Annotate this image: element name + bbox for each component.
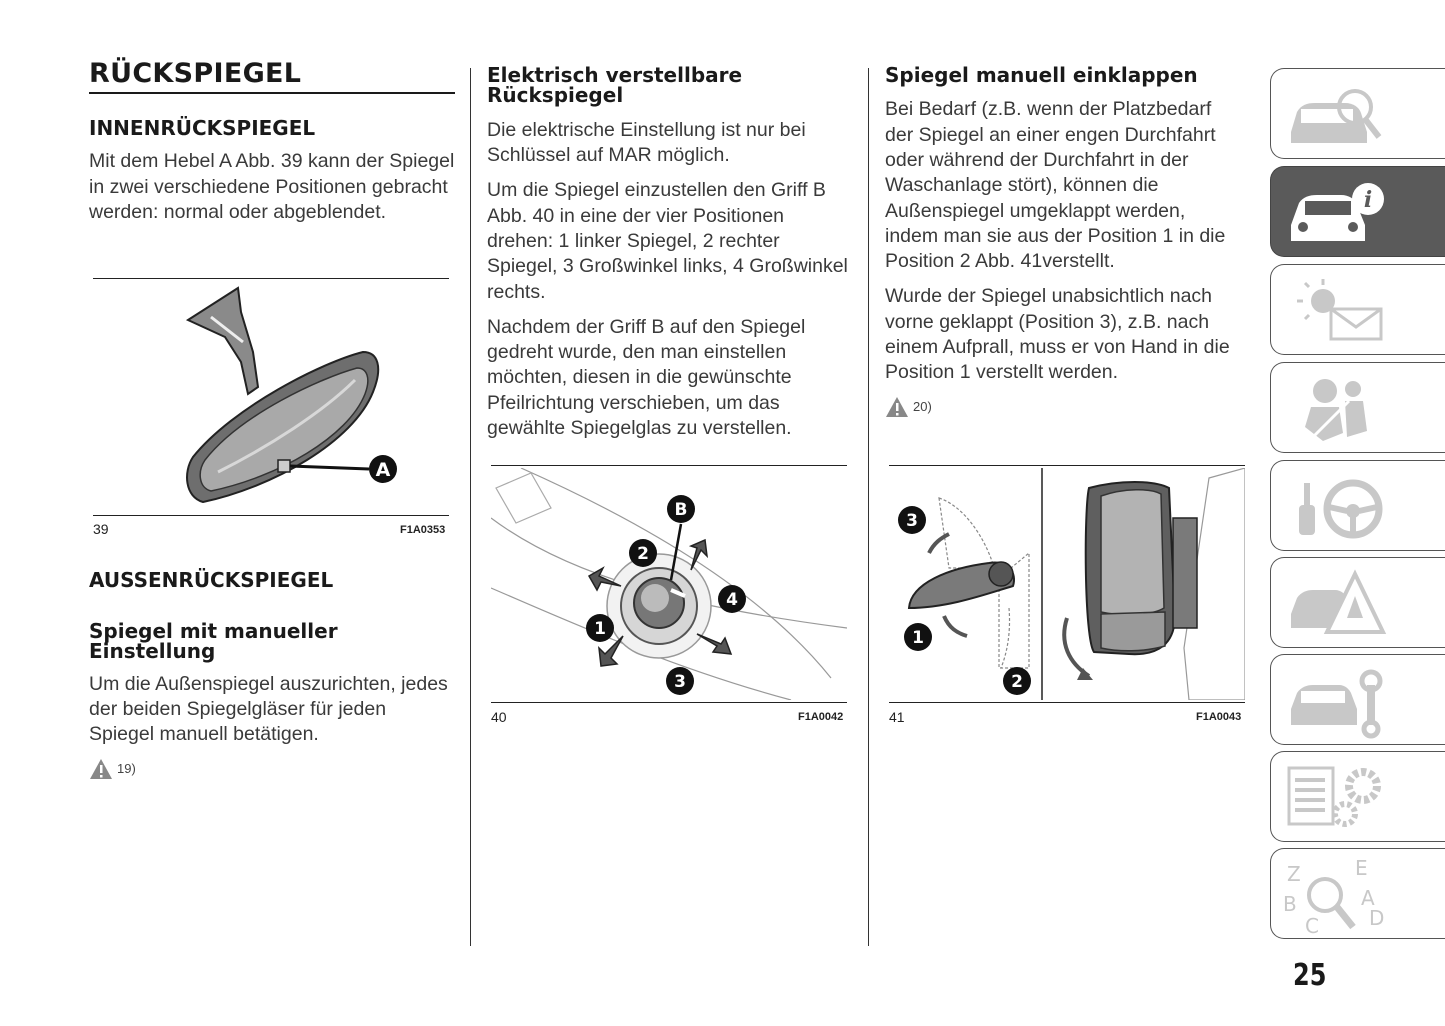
- column-divider-2: [868, 68, 869, 946]
- electric-mirror-para-1: Die elektrische Einstellung ist nur bei Schlüssel auf MAR möglich.: [487, 118, 806, 167]
- index-letter-b: B: [1283, 892, 1297, 916]
- outer-mirror-heading: AUSSENRÜCKSPIEGEL: [89, 568, 334, 592]
- warning-triangle-icon: [89, 758, 113, 780]
- tab-warning-lights[interactable]: [1270, 264, 1445, 355]
- tab-emergency[interactable]: [1270, 557, 1445, 648]
- tab-technical-data[interactable]: [1270, 751, 1445, 842]
- tab-car-dashboard[interactable]: [1270, 68, 1445, 159]
- page-title: RÜCKSPIEGEL: [89, 60, 455, 94]
- column-3: [885, 60, 1243, 418]
- warning-ref-text: 19): [117, 761, 136, 777]
- manual-adjust-heading: Spiegel mit manueller Einstellung: [89, 619, 338, 664]
- figure-40-label-b: B: [674, 500, 688, 520]
- warning-ref-text: 20): [913, 399, 932, 415]
- warning-light-message-icon: [1283, 273, 1393, 349]
- figure-41-code: F1A0043: [1196, 711, 1242, 723]
- tab-index[interactable]: [1270, 848, 1445, 939]
- inner-mirror-heading: INNENRÜCKSPIEGEL: [89, 116, 316, 141]
- figure-40-label-4: 4: [726, 590, 738, 610]
- inner-mirror-text: Mit dem Hebel A Abb. 39 kann der Spiegel in zwei verschiedene Positionen gebracht werden: normal oder abgeblendet.: [89, 150, 455, 223]
- folding-exterior-mirror-illustration: [889, 468, 1245, 700]
- figure-41-bottom-rule: [889, 702, 1245, 703]
- figure-40-code: F1A0042: [798, 711, 844, 723]
- figure-40-number: 40: [491, 709, 507, 725]
- manual-adjust-text: Um die Außenspiegel auszurichten, jedes der beiden Spiegelgläser für jeden Spiegel manuell betätigen.: [89, 672, 448, 746]
- column-1-lower: [89, 570, 455, 780]
- figure-40-label-2: 2: [637, 544, 649, 564]
- warning-triangle-icon: [885, 396, 909, 418]
- figure-41-top-rule: [889, 465, 1245, 466]
- warning-ref-19: [89, 758, 455, 780]
- car-dashboard-search-icon: [1283, 77, 1393, 153]
- car-info-icon: [1283, 175, 1393, 251]
- figure-40-label-1: 1: [594, 619, 606, 639]
- index-letter-e: E: [1355, 857, 1368, 880]
- figure-39-top-rule: [93, 278, 449, 279]
- index-letter-c: C: [1305, 914, 1319, 937]
- svg-text:i: i: [1363, 187, 1373, 213]
- column-divider-1: [470, 68, 471, 946]
- tab-start-drive[interactable]: [1270, 460, 1445, 551]
- fold-mirror-heading: Spiegel manuell einklappen: [885, 63, 1198, 87]
- figure-41-label-1: 1: [912, 628, 924, 648]
- tab-car-info[interactable]: [1270, 166, 1445, 257]
- index-letter-a: A: [1361, 886, 1375, 910]
- fold-mirror-para-1: Bei Bedarf (z.B. wenn der Platzbedarf der Spiegel an einer engen Durchfahrt oder während der Durchfahrt in der Waschanlage stört), können die Außenspiegel umgeklappt werden, indem man sie aus der Position 1 in die Position 2 Abb. 41verstellt.: [885, 98, 1226, 273]
- fold-mirror-para-2: Wurde der Spiegel unabsichtlich nach vorne geklappt (Position 3), z.B. nach einem Aufprall, muss er von Hand in die Position 1 verstellt werden.: [885, 285, 1230, 384]
- index-letter-z: Z: [1287, 862, 1301, 886]
- figure-39-code: F1A0353: [400, 524, 446, 536]
- car-maintenance-icon: [1283, 663, 1393, 739]
- warning-ref-20: [885, 396, 1243, 418]
- electric-mirror-para-3: Nachdem der Griff B auf den Spiegel gedreht wurde, den man einstellen möchten, diesen in die gewünschte Pfeilrichtung verschieben, um das gewählte Spiegelglas zu verstellen.: [487, 315, 806, 440]
- index-letter-d: D: [1369, 906, 1385, 930]
- figure-41-number: 41: [889, 709, 905, 725]
- electric-mirror-heading: Elektrisch verstellbare Rückspiegel: [487, 63, 743, 108]
- figure-41-label-2: 2: [1011, 672, 1023, 692]
- key-steering-wheel-icon: [1283, 469, 1393, 545]
- figure-39-number: 39: [93, 521, 109, 537]
- figure-41-label-3: 3: [906, 511, 918, 531]
- figure-39-label-a: A: [375, 459, 391, 481]
- figure-40-top-rule: [491, 465, 847, 466]
- page-number: 25: [1293, 958, 1327, 993]
- column-1: [89, 60, 455, 225]
- mirror-control-knob-illustration: [491, 468, 847, 700]
- column-2: [487, 60, 852, 441]
- figure-40-label-3: 3: [674, 672, 686, 692]
- airbag-seatbelt-icon: [1283, 371, 1393, 447]
- figure-39-bottom-rule: [93, 515, 449, 516]
- electric-mirror-para-2: Um die Spiegel einzustellen den Griff B Abb. 40 in eine der vier Positionen drehen: 1 linker Spiegel, 2 rechter Spiegel, 3 Großwinkel links, 4 Großwinkel rechts.: [487, 179, 848, 303]
- figure-40-bottom-rule: [491, 702, 847, 703]
- technical-data-gear-icon: [1283, 760, 1393, 836]
- tab-safety[interactable]: [1270, 362, 1445, 453]
- car-breakdown-warning-icon: [1283, 566, 1393, 642]
- rearview-mirror-illustration: [93, 282, 449, 514]
- tab-maintenance[interactable]: [1270, 654, 1445, 745]
- alphabetical-index-icon: [1283, 857, 1393, 937]
